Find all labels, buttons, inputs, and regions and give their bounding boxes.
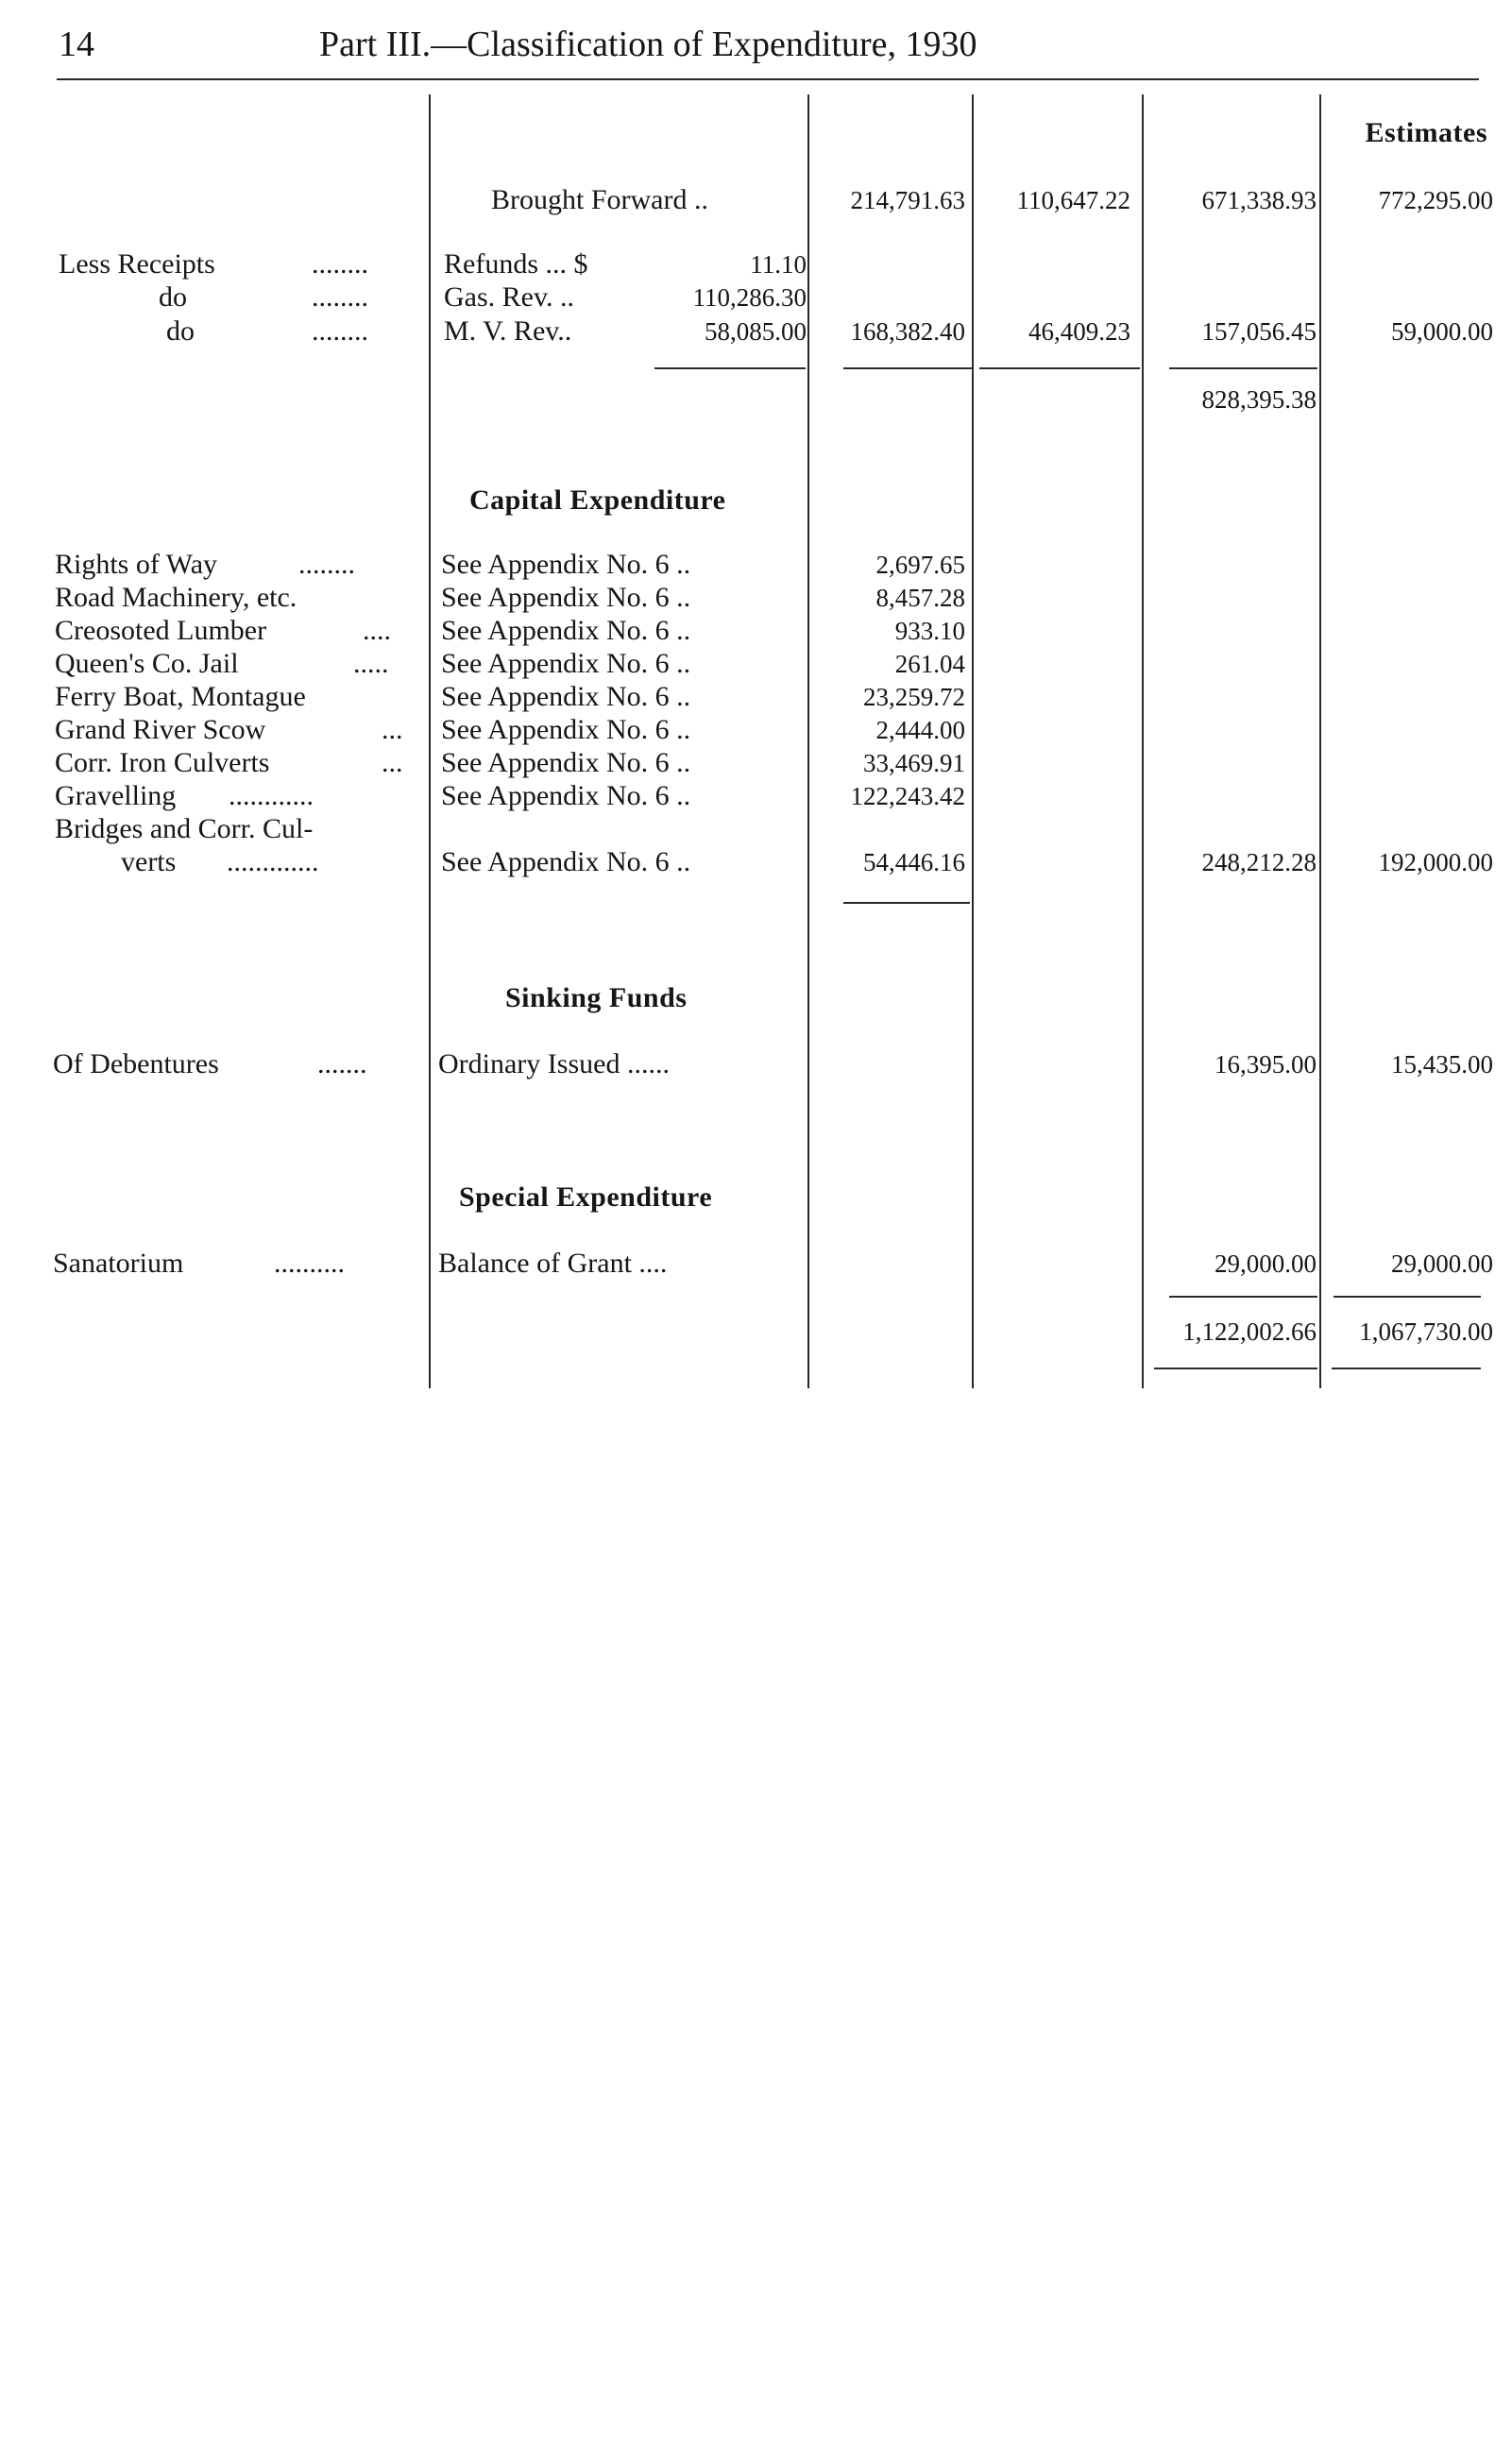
grand-total-estimate: 1,067,730.00 [1359, 1317, 1493, 1346]
receipts-label-1: Less Receipts [59, 248, 215, 280]
capital-label-cont: verts [121, 846, 177, 877]
capital-ref: See Appendix No. 6 .. [441, 846, 691, 877]
receipts-amount-3: 58,085.00 [705, 317, 807, 346]
capital-ref: See Appendix No. 6 .. [441, 615, 691, 646]
capital-amount: 261.04 [894, 650, 965, 678]
receipts-amount-1: 11.10 [750, 250, 807, 279]
capital-label: Grand River Scow [55, 714, 266, 745]
special-rule-a [1169, 1296, 1317, 1298]
column-rule-4 [1319, 94, 1321, 1388]
capital-leader: ... [382, 714, 403, 745]
receipts-rule-d [1169, 367, 1317, 369]
brought-forward-label: Brought Forward .. [491, 184, 708, 215]
sinking-leader: ....... [317, 1048, 367, 1079]
capital-ref: See Appendix No. 6 .. [441, 747, 691, 778]
sinking-amount: 16,395.00 [1215, 1050, 1317, 1079]
capital-heading: Capital Expenditure [469, 484, 726, 516]
brought-forward-col3: 671,338.93 [1201, 186, 1317, 214]
grand-total-amount: 1,122,002.66 [1182, 1317, 1317, 1346]
capital-ref: See Appendix No. 6 .. [441, 714, 691, 745]
brought-forward-col2: 110,647.22 [1016, 186, 1130, 214]
capital-total: 248,212.28 [1201, 848, 1317, 876]
receipts-amount-2: 110,286.30 [692, 283, 807, 312]
capital-estimate: 192,000.00 [1378, 848, 1493, 876]
receipts-total-col4: 59,000.00 [1391, 317, 1493, 346]
sinking-label: Of Debentures [53, 1048, 219, 1079]
page-number: 14 [59, 25, 94, 64]
special-ref: Balance of Grant .... [438, 1248, 668, 1279]
capital-label: Road Machinery, etc. [55, 582, 297, 613]
special-heading: Special Expenditure [459, 1181, 713, 1213]
capital-label: Ferry Boat, Montague [55, 681, 306, 712]
receipts-rule-b [843, 367, 972, 369]
receipts-total-col2: 46,409.23 [1028, 317, 1130, 346]
estimates-heading: Estimates [1365, 117, 1487, 148]
capital-ref: See Appendix No. 6 .. [441, 582, 691, 613]
receipts-leader-3: ........ [312, 315, 368, 347]
receipts-label-2: do [159, 281, 187, 313]
sinking-estimate: 15,435.00 [1391, 1050, 1493, 1079]
receipts-leader-1: ........ [312, 248, 368, 280]
capital-amount: 23,259.72 [863, 683, 965, 711]
grand-total-rule-b [1332, 1368, 1481, 1369]
capital-amount: 8,457.28 [875, 584, 965, 612]
capital-label: Bridges and Corr. Cul- [55, 813, 314, 844]
capital-label: Corr. Iron Culverts [55, 747, 270, 778]
capital-amount: 33,469.91 [863, 749, 965, 777]
page-title: Part III.—Classification of Expenditure, 1930 [319, 25, 977, 64]
capital-leader: ........ [298, 549, 355, 580]
special-leader: .......... [274, 1248, 345, 1279]
receipts-net: 828,395.38 [1201, 385, 1317, 414]
receipts-leader-2: ........ [312, 281, 368, 313]
capital-label: Creosoted Lumber [55, 615, 267, 646]
capital-leader: ............ [229, 780, 314, 811]
receipts-desc-2: Gas. Rev. .. [444, 281, 575, 313]
capital-amount: 2,444.00 [875, 716, 965, 744]
sinking-ref: Ordinary Issued ...... [438, 1048, 670, 1079]
brought-forward-col4: 772,295.00 [1378, 186, 1493, 214]
grand-total-rule-a [1154, 1368, 1317, 1369]
capital-leader: ... [382, 747, 403, 778]
receipts-desc-1: Refunds ... $ [444, 248, 588, 280]
special-estimate: 29,000.00 [1391, 1249, 1493, 1278]
receipts-rule-c [979, 367, 1140, 369]
capital-leader: ..... [353, 648, 389, 679]
capital-ref: See Appendix No. 6 .. [441, 681, 691, 712]
capital-leader: .... [363, 615, 391, 646]
capital-amount: 122,243.42 [850, 782, 965, 810]
receipts-total-col1: 168,382.40 [850, 317, 965, 346]
capital-ref: See Appendix No. 6 .. [441, 780, 691, 811]
capital-label: Gravelling [55, 780, 177, 811]
header-rule [57, 78, 1479, 80]
capital-amount: 933.10 [894, 617, 965, 645]
receipts-rule-a [654, 367, 806, 369]
special-amount: 29,000.00 [1215, 1249, 1317, 1278]
capital-amount: 2,697.65 [875, 551, 965, 579]
brought-forward-col1: 214,791.63 [850, 186, 965, 214]
receipts-total-col3: 157,056.45 [1201, 317, 1317, 346]
receipts-label-3: do [166, 315, 195, 347]
column-rule-2 [972, 94, 974, 1388]
capital-label: Queen's Co. Jail [55, 648, 239, 679]
capital-ref: See Appendix No. 6 .. [441, 549, 691, 580]
capital-label: Rights of Way [55, 549, 218, 580]
capital-leader: ............. [227, 846, 319, 877]
column-rule-desc [429, 94, 431, 1388]
column-rule-1 [807, 94, 809, 1388]
capital-amount: 54,446.16 [863, 848, 965, 876]
special-rule-b [1334, 1296, 1481, 1298]
special-label: Sanatorium [53, 1248, 184, 1279]
sinking-heading: Sinking Funds [505, 982, 688, 1013]
capital-rule [843, 902, 970, 904]
capital-ref: See Appendix No. 6 .. [441, 648, 691, 679]
column-rule-3 [1142, 94, 1144, 1388]
receipts-desc-3: M. V. Rev.. [444, 315, 572, 347]
